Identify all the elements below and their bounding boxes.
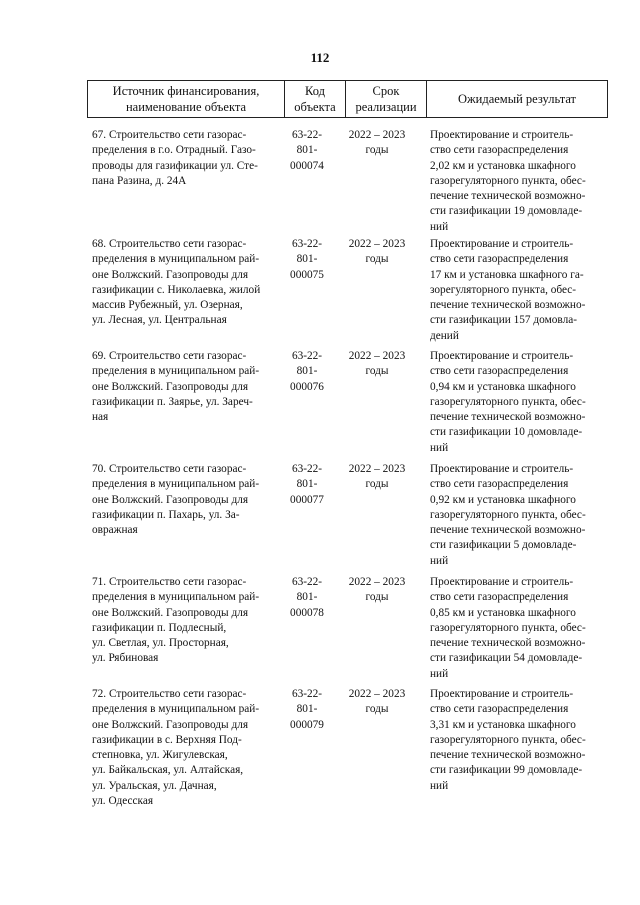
entry-code: 63-22- 801- 000077 [290, 463, 324, 506]
header-result: Ожидаемый результат [427, 81, 608, 118]
entry-result: Проектирование и строитель- ство сети газораспределения 0,92 км и установка шкафного газорегуляторного пункта, обес- печение технической возможно- сти газификации 5 домовладе- ний [430, 463, 586, 567]
entry-source: 67. Строительство сети газорас- пределения в г.о. Отрадный. Газо- проводы для газификации ул. Сте- пана Разина, д. 24А [92, 129, 258, 187]
entry-code: 63-22- 801- 000079 [290, 688, 324, 731]
entry-result: Проектирование и строитель- ство сети газораспределения 2,02 км и установка шкафного газорегуляторного пункта, обес- печение технической возможно- сти газификации 19 домовладе- ний [430, 129, 586, 233]
entry-result: Проектирование и строитель- ство сети газораспределения 17 км и установка шкафного га- зорегуляторного пункта, обес- печение технической возможно- сти газификации 157 домовла- дений [430, 238, 586, 342]
entry-source: 72. Строительство сети газорас- пределения в муниципальном рай- оне Волжский. Газопроводы для газификации в с. Верхняя Под- степновка, ул. Жигулевская, ул. Байкальская, ул. Алтайская, ул. Уральская, ул. Дачная, ул. Одесская [92, 688, 260, 808]
entry-code: 63-22- 801- 000075 [290, 238, 324, 281]
page-number: 112 [310, 50, 330, 65]
entry-result: Проектирование и строитель- ство сети газораспределения 0,85 км и установка шкафного газорегуляторного пункта, обес- печение технической возможно- сти газификации 54 домовладе- ний [430, 576, 586, 680]
entry-term: 2022 – 2023 годы [348, 129, 406, 157]
entry-term: 2022 – 2023 годы [348, 238, 406, 266]
entry-code: 63-22- 801- 000076 [290, 350, 324, 393]
entry-code: 63-22- 801- 000074 [290, 129, 324, 172]
entry-source: 68. Строительство сети газорас- пределения в муниципальном рай- оне Волжский. Газопроводы для газификации с. Николаевка, жилой массив Рубежный, ул. Озерная, ул. Лесная, ул. Центральная [92, 238, 261, 327]
entry-source: 71. Строительство сети газорас- пределения в муниципальном рай- оне Волжский. Газопроводы для газификации п. Подлесный, ул. Светлая, ул. Просторная, ул. Рябиновая [92, 576, 260, 665]
header-code: Код объекта [285, 81, 346, 118]
entry-term: 2022 – 2023 годы [348, 576, 406, 604]
entry-source: 69. Строительство сети газорас- пределения в муниципальном рай- оне Волжский. Газопроводы для газификации п. Заярье, ул. Зареч- ная [92, 350, 260, 424]
entry-result: Проектирование и строитель- ство сети газораспределения 3,31 км и установка шкафного газорегуляторного пункта, обес- печение технической возможно- сти газификации 99 домовладе- ний [430, 688, 586, 792]
header-term: Срок реализации [346, 81, 427, 118]
header-source: Источник финансирования, наименование объекта [88, 81, 285, 118]
entry-term: 2022 – 2023 годы [348, 463, 406, 491]
entry-term: 2022 – 2023 годы [348, 688, 406, 716]
entry-code: 63-22- 801- 000078 [290, 576, 324, 619]
entry-term: 2022 – 2023 годы [348, 350, 406, 378]
table-header [87, 80, 608, 118]
entry-result: Проектирование и строитель- ство сети газораспределения 0,94 км и установка шкафного газорегуляторного пункта, обес- печение технической возможно- сти газификации 10 домовладе- ний [430, 350, 586, 454]
entry-source: 70. Строительство сети газорас- пределения в муниципальном рай- оне Волжский. Газопроводы для газификации п. Пахарь, ул. За- овражная [92, 463, 260, 537]
